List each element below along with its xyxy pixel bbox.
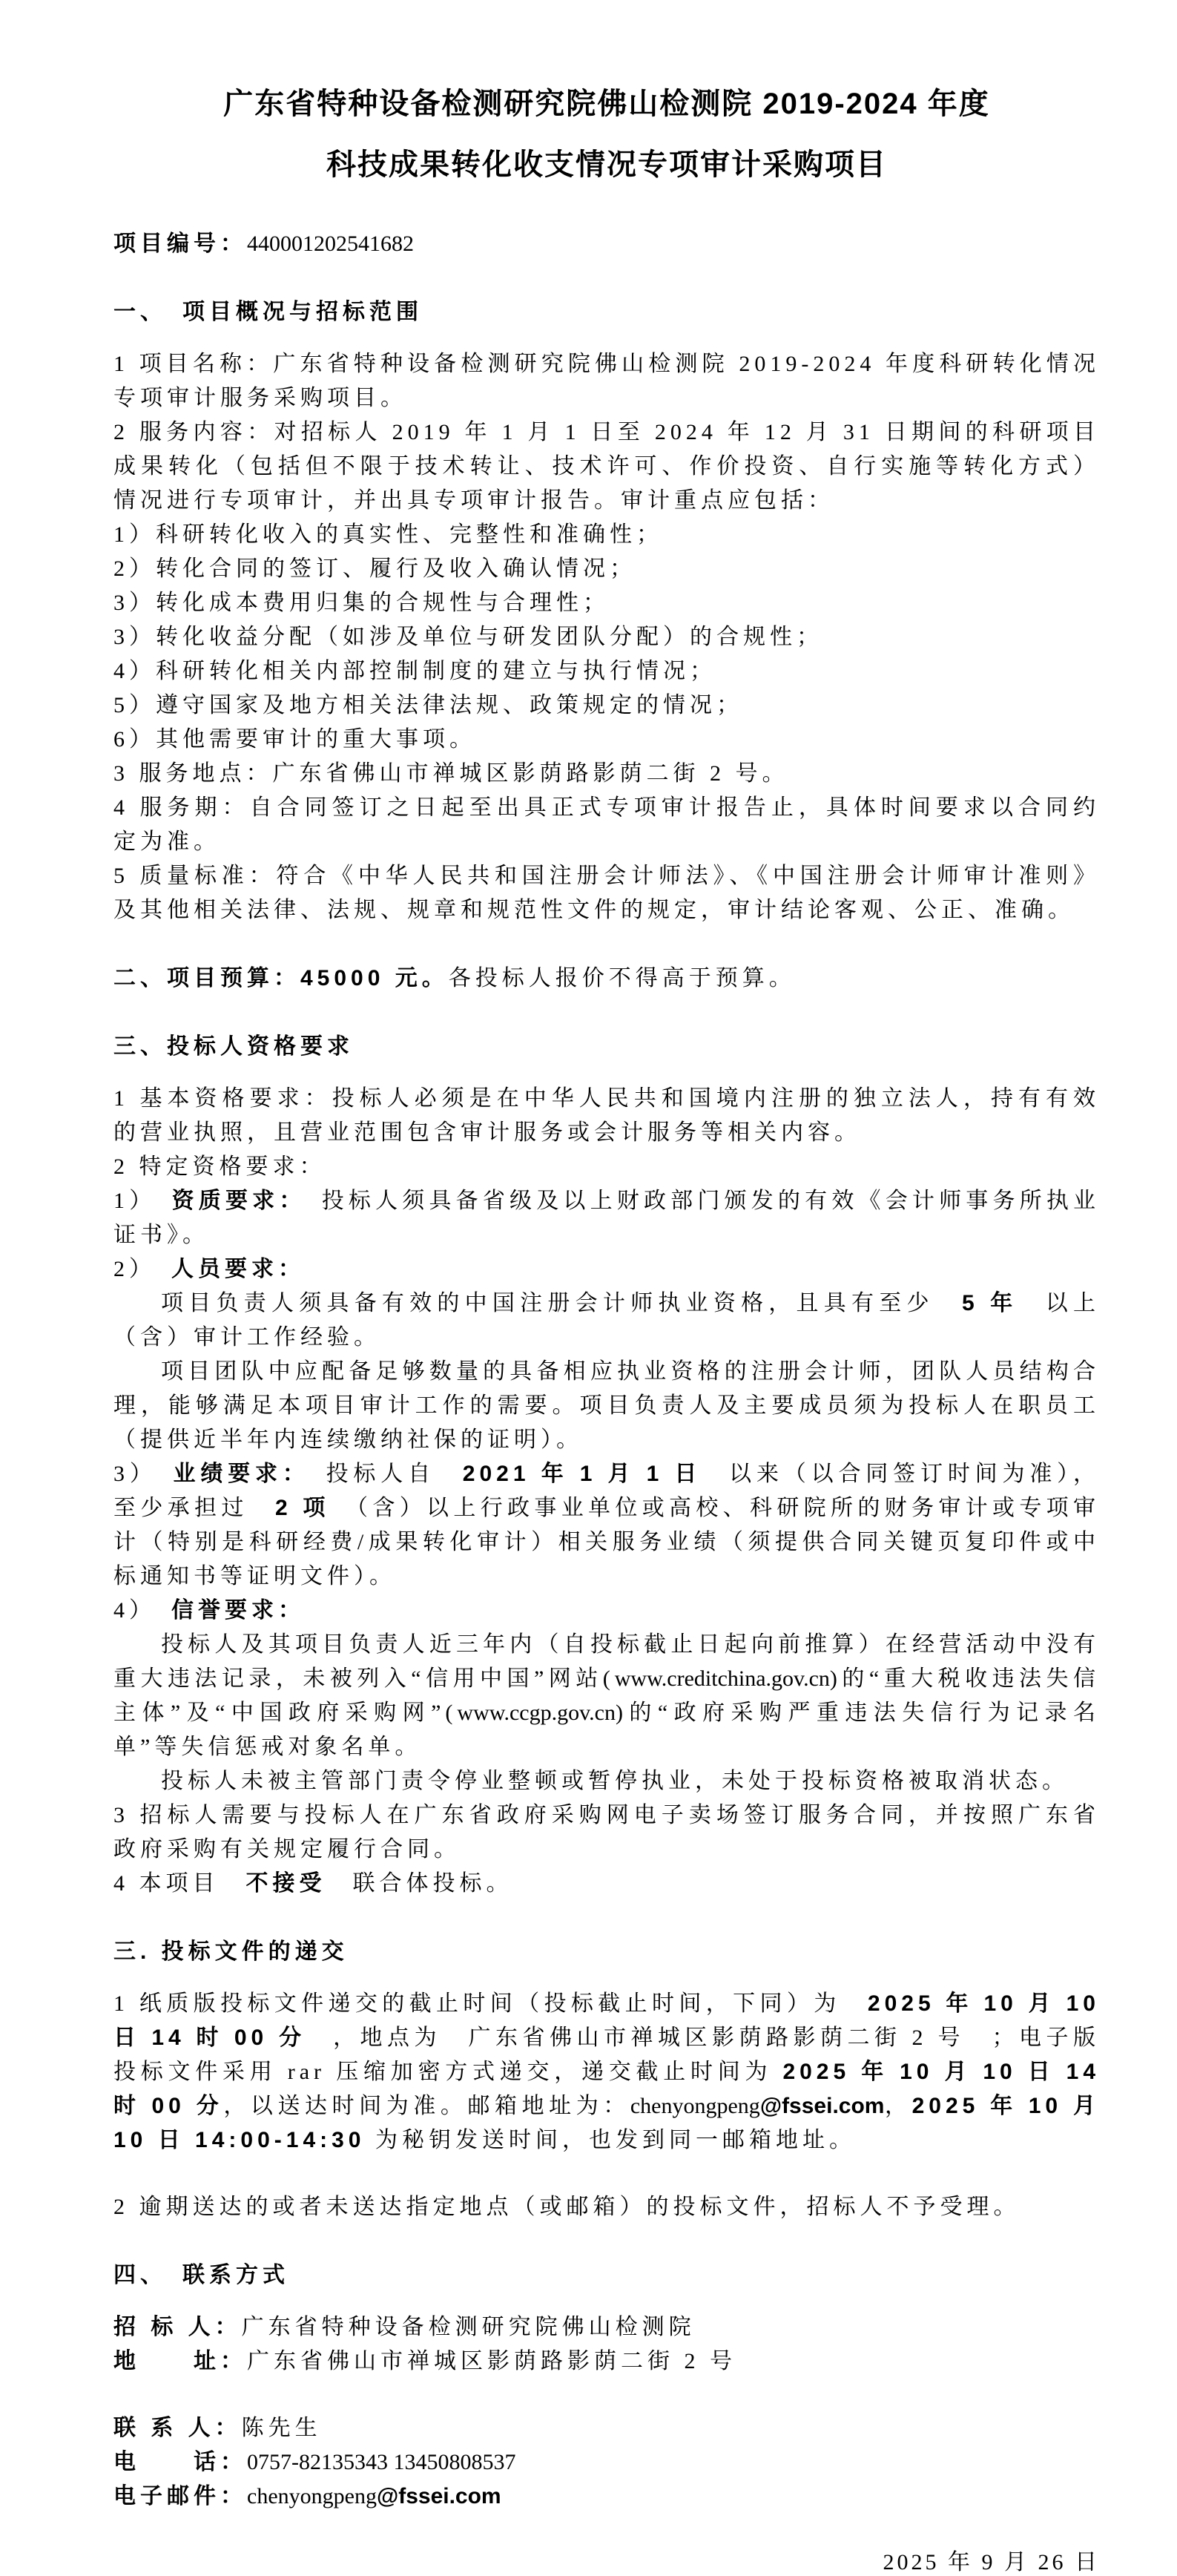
document-body <box>113 227 1100 2576</box>
list-item <box>113 518 1100 552</box>
text-run: ， <box>884 2094 912 2118</box>
text-run: 为秘钥发送时间，也发到同一邮箱地址。 <box>365 2128 856 2152</box>
text-run: 2 项 <box>248 1496 357 1520</box>
text-run: 2 特定资格要求： <box>113 1154 326 1179</box>
paragraph <box>113 1082 1100 1150</box>
text-run: 2 服务内容：对招标人 2019 年 1 月 1 日至 2024 年 12 月 31 日期间的科研项目成果转化（包括但不限于技术转让、技术许可、作价投资、自行实施等转化方式）情况进行专项审计，并出具专项审计报告。审计重点应包括： <box>113 420 1100 513</box>
section-heading-1 <box>113 295 1100 329</box>
text-run: 5 年 <box>934 1291 1046 1315</box>
paragraph <box>113 1867 1100 1901</box>
text-run: 440001202541682 <box>247 231 414 256</box>
text-run: 四、 联系方式 <box>113 2263 289 2287</box>
text-run: 1 纸质版投标文件递交的截止时间（投标截止时间，下同）为 <box>113 1991 841 2016</box>
project-number-line <box>113 227 1100 261</box>
paragraph <box>113 859 1100 927</box>
list-item <box>113 552 1100 586</box>
spacer <box>113 2379 1100 2411</box>
paragraph <box>113 2190 1100 2224</box>
text-run: ，地点为 广东省佛山市禅城区影荫路影荫二街 2 号 ；电子版投标文件采用 rar 压缩加密方式递交，递交截止时间为 <box>113 2025 1101 2084</box>
paragraph <box>113 1150 1100 1184</box>
text-run: 5 质量标准：符合《中华人民共和国注册会计师法》、《中国注册会计师审计准则》及其他相关法律、法规、规章和规范性文件的规定，审计结论客观、公正、准确。 <box>113 864 1100 922</box>
text-run: 电子邮件： <box>113 2484 247 2508</box>
paragraph <box>113 415 1100 518</box>
text-run: 地 址： <box>113 2349 247 2373</box>
text-run: 陈先生 <box>241 2416 322 2440</box>
paragraph <box>113 1764 1100 1798</box>
text-run: 3 招标人需要与投标人在广东省政府采购网电子卖场签订服务合同，并按照广东省政府采购有关规定履行合同。 <box>113 1803 1100 1862</box>
list-item <box>113 654 1100 689</box>
text-run: 各投标人报价不得高于预算。 <box>448 966 796 990</box>
list-item <box>113 1252 1100 1287</box>
list-item <box>113 689 1100 723</box>
text-run: 2025 年 9 月 26 日 <box>883 2550 1100 2575</box>
contact-line-email <box>113 2480 1100 2514</box>
text-run: 项目编号： <box>113 231 247 256</box>
text-run: )的“政府采购严重违法失信行为记录名单”等失信惩戒对象名单。 <box>113 1701 1100 1759</box>
contact-line-phone <box>113 2445 1100 2480</box>
paragraph <box>113 1987 1100 2158</box>
contact-line-tenderee <box>113 2310 1100 2345</box>
section-heading-4 <box>113 2258 1100 2293</box>
text-run: 投标人自 <box>298 1462 435 1486</box>
text-run: 三. 投标文件的递交 <box>113 1939 349 1964</box>
text-run: 4 本项目 <box>113 1871 220 1896</box>
text-run: 1）科研转化收入的真实性、完整性和准确性； <box>113 522 663 547</box>
list-item <box>113 620 1100 654</box>
contact-line-address <box>113 2345 1100 2379</box>
text-run: 3 服务地点：广东省佛山市禅城区影荫路影荫二街 2 号。 <box>113 761 789 786</box>
paragraph <box>113 347 1100 415</box>
text-run: @fssei.com <box>759 2094 885 2118</box>
section-heading-3 <box>113 1030 1100 1064</box>
text-run: 二、项目预算：45000 元。 <box>113 966 449 990</box>
text-run: 2）转化合同的签订、履行及收入确认情况； <box>113 556 636 581</box>
text-run: 信誉要求： <box>171 1598 305 1623</box>
section-heading-submission <box>113 1935 1100 1969</box>
text-run: 联合体投标。 <box>352 1871 513 1896</box>
text-run: 招 标 人： <box>113 2315 242 2339</box>
text-run: 资质要求： <box>171 1189 295 1213</box>
text-run: （含）以上行政事业单位或高校、科研院所的财务审计或专项审计（特别是科研经费/成果转化审计）相关服务业绩（须提供合同关键页复印件或中标通知书等证明文件）。 <box>113 1496 1101 1588</box>
contact-line-person <box>113 2411 1100 2445</box>
text-run: 5）遵守国家及地方相关法律法规、政策规定的情况； <box>113 693 743 717</box>
text-run: 以上（含）审计工作经验。 <box>113 1291 1101 1350</box>
paragraph <box>113 1355 1100 1457</box>
text-run: 项目负责人须具备有效的中国注册会计师执业资格，且具有至少 <box>161 1291 934 1315</box>
text-run: ，以送达时间为准。邮箱地址为： <box>223 2094 630 2118</box>
document-date <box>113 2543 1100 2576</box>
spacer <box>113 2158 1100 2190</box>
text-run: 三、投标人资格要求 <box>113 1034 354 1059</box>
text-run: 以来（以合同签订时间为准），至少承担过 <box>113 1462 1101 1520</box>
text-run: chenyongpeng <box>247 2484 377 2508</box>
text-run: )的“重大税收违法失信主体”及“中国政府采购网”( <box>113 1666 1101 1725</box>
list-item <box>113 1594 1100 1628</box>
text-run: 电 话： <box>113 2450 247 2474</box>
paragraph <box>113 757 1100 791</box>
document-title <box>113 83 1100 185</box>
paragraph <box>113 791 1100 859</box>
text-run: 2） <box>113 1257 171 1281</box>
text-run: 2 逾期送达的或者未送达指定地点（或邮箱）的投标文件，招标人不予受理。 <box>113 2195 1021 2219</box>
list-item <box>113 1184 1100 1252</box>
text-run: 6）其他需要审计的重大事项。 <box>113 727 476 752</box>
text-run: 1 基本资格要求：投标人必须是在中华人民共和国境内注册的独立法人，持有有效的营业执照，且营业范围包含审计服务或会计服务等相关内容。 <box>113 1086 1100 1145</box>
document-title-line-1: 广东省特种设备检测研究院佛山检测院 2019-2024 年度 <box>223 88 990 120</box>
text-run: 人员要求： <box>171 1257 305 1281</box>
text-run: 投标人及其项目负责人近三年内（自投标截止日起向前推算）在经营活动中没有重大违法记录，未被列入“信用中国”网站( <box>113 1632 1100 1691</box>
paragraph <box>113 1287 1100 1355</box>
budget-line <box>113 962 1100 996</box>
text-run: 投标人未被主管部门责令停业整顿或暂停执业，未处于投标资格被取消状态。 <box>161 1769 1069 1793</box>
text-run: 项目团队中应配备足够数量的具备相应执业资格的注册会计师，团队人员结构合理，能够满足本项目审计工作的需要。项目负责人及主要成员须为投标人在职员工（提供近半年内连续缴纳社保的证明）。 <box>113 1359 1100 1452</box>
list-item <box>113 1457 1100 1594</box>
list-item <box>113 723 1100 757</box>
text-run: 1） <box>113 1189 172 1213</box>
text-run: 0757-82135343 13450808537 <box>247 2450 516 2474</box>
text-run: @fssei.com <box>376 2484 501 2508</box>
text-run: 3）转化成本费用归集的合规性与合理性； <box>113 591 610 615</box>
text-run: 投标人须具备省级及以上财政部门颁发的有效《会计师事务所执业证书》。 <box>113 1189 1101 1247</box>
text-run: chenyongpeng <box>630 2094 760 2118</box>
text-run: 3） <box>113 1462 174 1486</box>
text-run: 广东省佛山市禅城区影荫路影荫二街 2 号 <box>247 2349 736 2373</box>
paragraph <box>113 1798 1100 1867</box>
text-run: www.ccgp.gov.cn <box>457 1701 616 1725</box>
text-run: 4 服务期：自合同签订之日起至出具正式专项审计报告止，具体时间要求以合同约定为准。 <box>113 795 1100 854</box>
document-title-line-2: 科技成果转化收支情况专项审计采购项目 <box>326 148 887 181</box>
text-run: 1 项目名称：广东省特种设备检测研究院佛山检测院 2019-2024 年度科研转化情况专项审计服务采购项目。 <box>113 352 1100 410</box>
text-run: 2025 年 10 月 10 日 14 时 00 分 <box>113 2060 1101 2118</box>
text-run: 联 系 人： <box>113 2416 242 2440</box>
list-item <box>113 586 1100 620</box>
text-run: 2025 年 10 月 10 日 14 时 00 分 <box>113 1991 1100 2050</box>
text-run: 4） <box>113 1598 171 1623</box>
paragraph <box>113 1628 1100 1764</box>
text-run: 一、 项目概况与招标范围 <box>113 300 423 324</box>
text-run: 2021 年 1 月 1 日 <box>435 1462 730 1486</box>
text-run: 3）转化收益分配（如涉及单位与研发团队分配）的合规性； <box>113 625 823 649</box>
text-run: 业绩要求： <box>173 1462 299 1486</box>
text-run: www.creditchina.gov.cn <box>614 1666 830 1691</box>
text-run: 广东省特种设备检测研究院佛山检测院 <box>241 2315 696 2339</box>
text-run: 2025 年 10 月 10 日 14:00-14:30 <box>113 2094 1100 2152</box>
text-run: 4）科研转化相关内部控制制度的建立与执行情况； <box>113 659 716 683</box>
text-run: 不接受 <box>219 1871 353 1896</box>
